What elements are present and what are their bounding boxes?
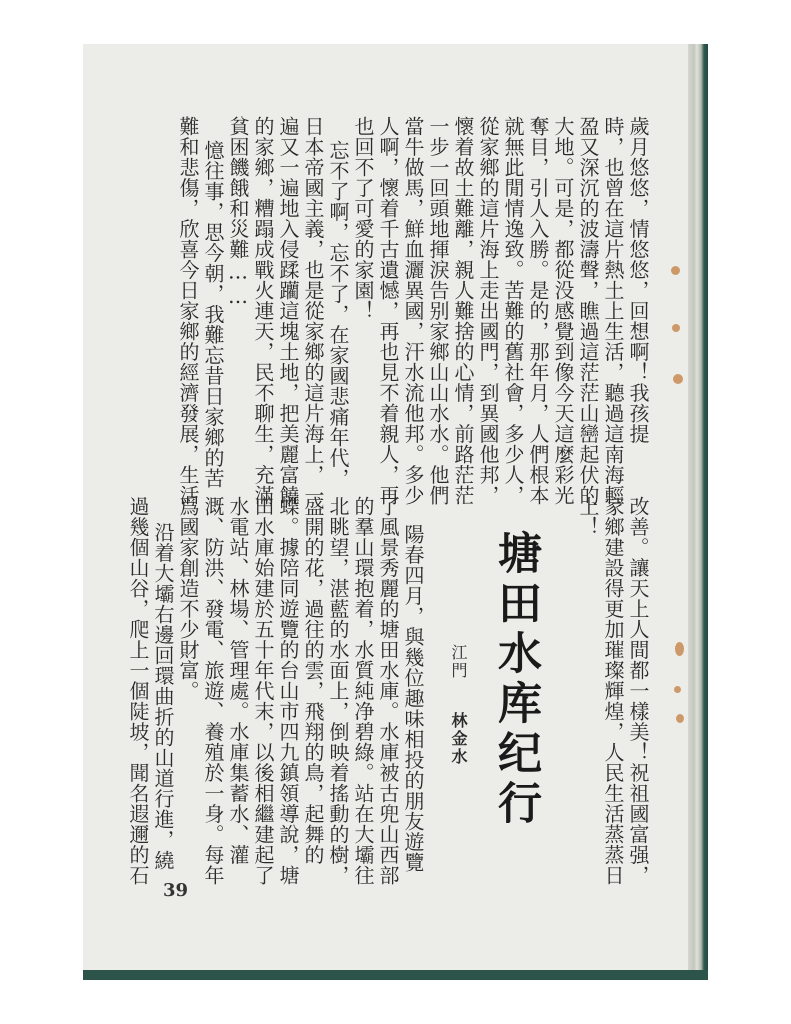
upper-column: 也回不了可愛的家園！ bbox=[351, 116, 375, 321]
upper-column: 懷着故土難離，親人難捨的心情，前路茫茫 bbox=[451, 116, 475, 506]
body-column: 過幾個山谷，爬上一個陡坡，聞名遐邇的石 bbox=[126, 496, 150, 886]
body-column: 蝶。據陪同遊覽的台山市四九鎮領導說，塘 bbox=[276, 496, 300, 886]
body-column: 溉、防洪、發電、旅遊、養殖於一身。每年 bbox=[201, 496, 225, 886]
scanned-page bbox=[83, 44, 708, 980]
body-column: 田水庫始建於五十年代末，以後相繼建起了 bbox=[251, 496, 275, 886]
stain-mark bbox=[675, 642, 684, 656]
closing-column: 家鄉建設得更加璀璨輝煌，人民生活蒸蒸日 bbox=[601, 496, 625, 886]
upper-column: 遍又一遍地入侵蹂躪這塊土地，把美麗富饒 bbox=[276, 116, 300, 506]
upper-column: 時，也曾在這片熱土上生活，聽過這南海輕 bbox=[601, 116, 625, 506]
stain-mark bbox=[673, 374, 683, 384]
upper-column: 大地。可是，都從没感覺到像今天這麼彩光 bbox=[551, 116, 575, 506]
closing-column: 改善。讓天上人間都一樣美！祝祖國富强， bbox=[626, 496, 650, 886]
upper-column: 歲月悠悠，情悠悠，回想啊！我孩提 bbox=[626, 116, 650, 444]
page-number: 39 bbox=[163, 880, 189, 901]
upper-column: 日本帝國主義，也是從家鄉的這片海上，一 bbox=[301, 116, 325, 506]
body-column: 的羣山環抱着，水質純净碧綠。站在大壩往 bbox=[351, 496, 375, 886]
upper-column: 就無此閒情逸致。苦難的舊社會，多少人， bbox=[501, 116, 525, 506]
upper-column: 奪目，引人入勝。是的，那年月，人們根本 bbox=[526, 116, 550, 506]
stain-mark bbox=[671, 266, 680, 275]
book-spine-edge bbox=[688, 44, 708, 980]
upper-column: 當牛做馬，鮮血灑異國，汗水流他邦。多少 bbox=[401, 116, 425, 506]
article-place: 江門 bbox=[449, 644, 468, 680]
upper-column: 一步一回頭地揮淚告别家鄉山山水水。他們 bbox=[426, 116, 450, 506]
upper-column: 從家鄉的這片海上走出國門，到異國他邦， bbox=[476, 116, 500, 506]
body-column: 了風景秀麗的塘田水庫。水庫被古兜山西部 bbox=[376, 496, 400, 886]
upper-column: 憶往事，思今朝，我難忘昔日家鄉的苦 bbox=[201, 140, 225, 489]
closing-column: 上！ bbox=[576, 496, 600, 537]
body-column: 沿着大壩右邊回環曲折的山道行進，繞 bbox=[151, 522, 175, 871]
upper-column: 貧困饑餓和災難…… bbox=[226, 116, 250, 309]
upper-column: 的家鄉，糟蹋成戰火連天，民不聊生，充滿 bbox=[251, 116, 275, 506]
body-column: 爲國家創造不少財富。 bbox=[176, 496, 200, 701]
stain-mark bbox=[676, 714, 684, 723]
upper-column: 難和悲傷，欣喜今日家鄉的經濟發展，生活 bbox=[176, 116, 200, 506]
body-column: 水電站、林場、管理處。水庫集蓄水、灌 bbox=[226, 496, 250, 865]
book-bottom-edge bbox=[83, 970, 708, 980]
page-paper bbox=[83, 44, 688, 970]
article-title: 塘田水库纪行 bbox=[490, 530, 541, 830]
upper-column: 盈又深沉的波濤聲，瞧過這茫茫山巒起伏的 bbox=[576, 116, 600, 506]
stain-mark bbox=[674, 686, 681, 693]
body-column: 陽春四月，與幾位趣味相投的朋友遊覽 bbox=[401, 524, 425, 873]
body-column: 北眺望，湛藍的水面上，倒映着搖動的樹， bbox=[326, 496, 350, 886]
upper-column: 忘不了啊，忘不了，在家國悲痛年代， bbox=[326, 140, 350, 489]
stain-mark bbox=[672, 324, 680, 332]
article-author: 林金水 bbox=[449, 712, 468, 766]
body-column: 盛開的花，過往的雲，飛翔的鳥，起舞的 bbox=[301, 496, 325, 865]
upper-column: 人啊，懷着千古遺憾，再也見不着親人，再 bbox=[376, 116, 400, 506]
